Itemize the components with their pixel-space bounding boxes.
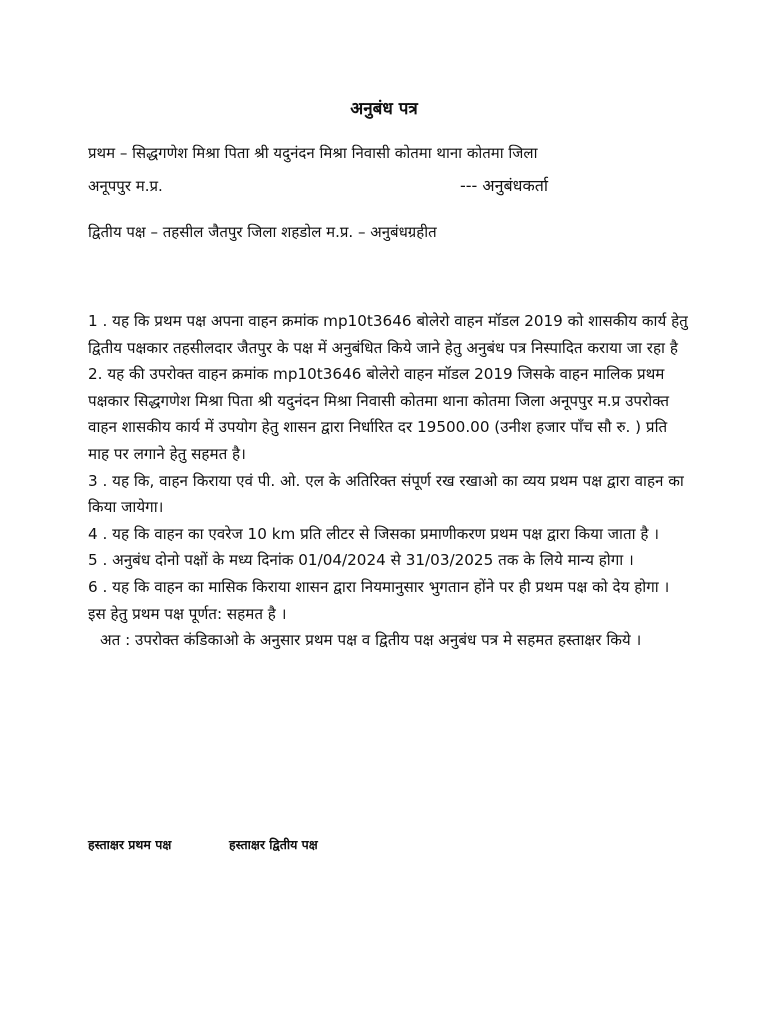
agreement-clauses [88, 308, 688, 654]
first-party-role: --- अनुबंधकर्ता [460, 176, 549, 195]
first-party-line-2: अनूपपुर म.प्र. [88, 177, 163, 195]
second-party-line: द्वितीय पक्ष – तहसील जैतपुर जिला शहडोल म.प्र. – अनुबंधग्रहीत [88, 223, 437, 241]
clause-6: 6 . यह कि वाहन का मासिक किराया शासन द्वारा नियमानुसार भुगतान होंने पर ही प्रथम पक्ष को देय होगा । इस हेतु प्रथम पक्ष पूर्णत: सहमत है । [88, 577, 670, 623]
clause-4: 4 . यह कि वाहन का एवरेज 10 km प्रति लीटर से जिसका प्रमाणीकरण प्रथम पक्ष द्वारा किया जाता है । [88, 524, 660, 543]
document-title: अनुबंध पत्र [350, 99, 418, 119]
signature-first-party: हस्ताक्षर प्रथम पक्ष [88, 837, 172, 852]
clause-1: 1 . यह कि प्रथम पक्ष अपना वाहन क्रमांक mp10t3646 बोलेरो वाहन मॉडल 2019 को शासकीय कार्य हेतु द्वितीय पक्षकार तहसीलदार जैतपुर के पक्ष में अनुबंधित किये जाने हेतु अनुबंध पत्र निस्पादित कराया जा रहा है [88, 312, 688, 357]
closing-statement: अत : उपरोक्त कंडिकाओ के अनुसार प्रथम पक्ष व द्वितीय पक्ष अनुबंध पत्र मे सहमत हस्ताक्षर किये । [100, 631, 642, 650]
signature-second-party: हस्ताक्षर द्वितीय पक्ष [229, 837, 318, 852]
first-party-line-1: प्रथम – सिद्धगणेश मिश्रा पिता श्री यदुनंदन मिश्रा निवासी कोतमा थाना कोतमा जिला [88, 144, 538, 162]
clause-3: 3 . यह कि, वाहन किराया एवं पी. ओ. एल के अतिरिक्त संपूर्ण रख रखाओ का व्यय प्रथम पक्ष द्वारा वाहन का किया जायेगा। [88, 471, 684, 517]
clause-2: 2. यह की उपरोक्त वाहन क्रमांक mp10t3646 बोलेरो वाहन मॉडल 2019 जिसके वाहन मालिक प्रथम पक्षकार सिद्धगणेश मिश्रा पिता श्री यदुनंदन मिश्रा निवासी कोतमा थाना कोतमा जिला अनूपपुर म.प्र उपरोक्त वाहन शासकीय कार्य में उपयोग हेतु शासन द्वारा निर्धारित दर 19500.00 (उनीश हजार पाँच सौ रु. ) प्रति माह पर लगाने हेतु सहमत है। [88, 365, 669, 463]
clause-5: 5 . अनुबंध दोनो पक्षों के मध्य दिनांक 01/04/2024 से 31/03/2025 तक के लिये मान्य होगा । [88, 551, 634, 570]
